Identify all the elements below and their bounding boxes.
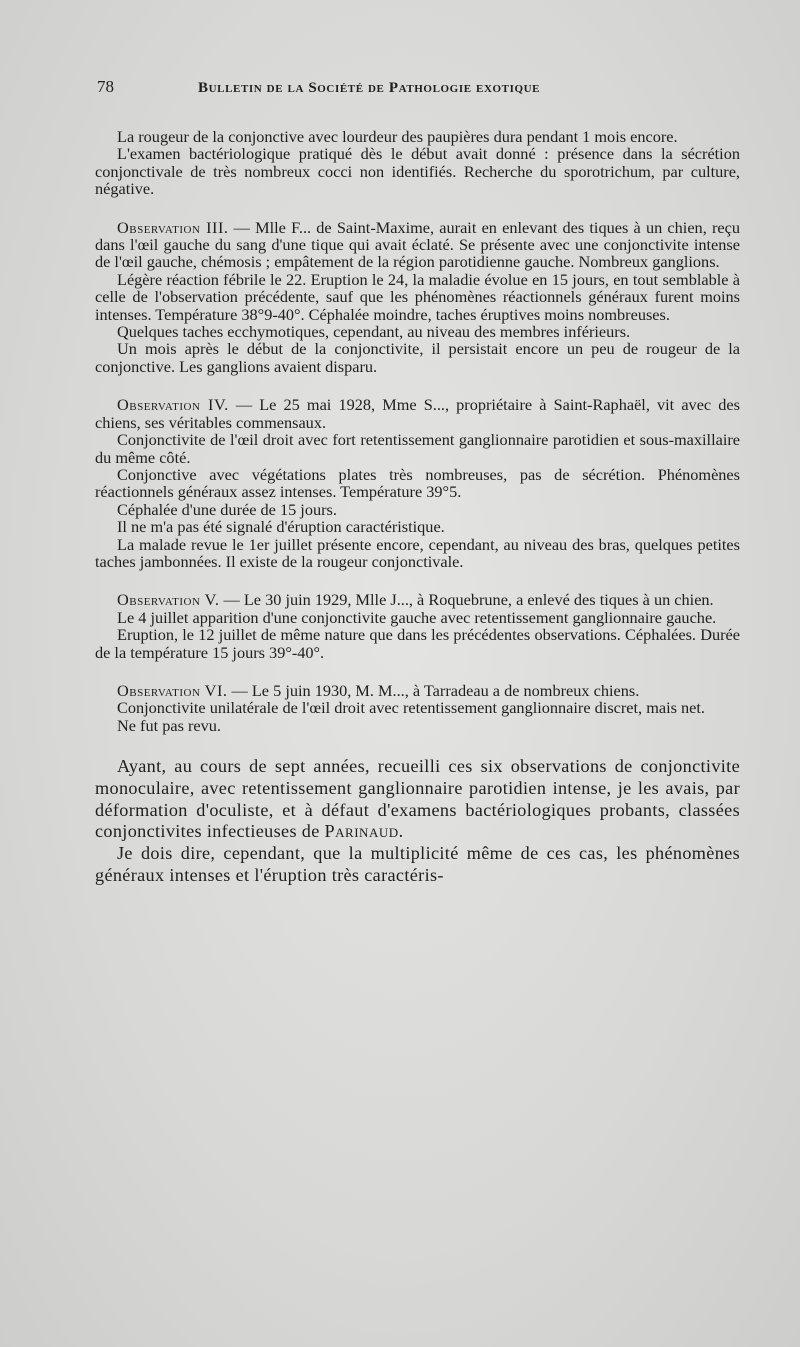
paragraph: Le 4 juillet apparition d'une conjonctivite gauche avec retentissement ganglionnaire gauche. <box>117 607 717 627</box>
paragraph: Conjonctivite unilatérale de l'œil droit avec retentissement ganglionnaire discret, mais net. <box>117 698 705 718</box>
running-header <box>97 77 657 101</box>
paragraph: La malade revue le 1er juillet présente encore, cependant, au niveau des bras, quelques petites taches jambonnées. Il existe de la rougeur conjonctivale. <box>95 534 740 571</box>
observation-text: — Le 30 juin 1929, Mlle J..., à Roquebrune, a enlevé des tiques à un chien. <box>223 590 714 610</box>
observation-5 <box>95 591 740 608</box>
paragraph: Conjonctive avec végétations plates très nombreuses, pas de sécrétion. Phénomènes réactionnels généraux assez intenses. Température 39°5. <box>95 464 740 502</box>
article-body <box>95 128 740 886</box>
paragraph: L'examen bactériologique pratiqué dès le début avait donné : présence dans la sécrétion conjonctivale de très nombreux cocci non identifiés. Recherche du sporotrichum, par culture, négative. <box>95 144 740 199</box>
observation-label: Observation VI. <box>117 680 228 700</box>
page-number: 78 <box>97 77 114 96</box>
paragraph: Eruption, le 12 juillet de même nature que dans les précédentes observations. Céphalées. Durée de la température 15 jours 39°-40°. <box>95 625 740 662</box>
conclusion-text: Ayant, au cours de sept années, recueilli ces six observations de conjonctivite monoculaire, avec retentissement ganglionnaire parotidien intense, je les avais, par déformation d'oculiste, et à défaut d'examens bactériologiques probants, classées conjonctivites infectieuses de <box>95 756 740 842</box>
observation-3 <box>95 219 740 271</box>
observation-label: Observation III. <box>117 217 229 237</box>
paragraph: Quelques taches ecchymotiques, cependant, au niveau des membres inférieurs. <box>117 322 631 342</box>
conclusion-paragraph: Je dois dire, cependant, que la multiplicité même de ces cas, les phénomènes généraux intenses et l'éruption très caractéris- <box>95 843 740 885</box>
author-name: Parinaud. <box>324 821 404 842</box>
observation-text: — Le 25 mai 1928, Mme S..., propriétaire à Saint-Raphaël, vit avec des chiens, ses véritables commensaux. <box>95 395 740 432</box>
paragraph: Conjonctivite de l'œil droit avec fort retentissement ganglionnaire parotidien et sous-maxillaire du même côté. <box>95 430 740 467</box>
observation-6 <box>95 682 740 699</box>
paragraph: Un mois après le début de la conjonctivite, il persistait encore un peu de rougeur de la conjonctive. Les ganglions avaient disparu. <box>95 339 740 376</box>
observation-text: — Mlle F... de Saint-Maxime, aurait en enlevant des tiques à un chien, reçu dans l'œil gauche du sang d'une tique qui avait éclaté. Se présente avec une conjonctivite intense de l'œil gauche, chémosis ; empâtement de la région parotidienne gauche. Nombreux ganglions. <box>95 217 740 272</box>
paragraph: Légère réaction fébrile le 22. Eruption le 24, la maladie évolue en 15 jours, en tout semblable à celle de l'observation précédente, sauf que les phénomènes réactionnels généraux furent moins intenses. Température 38°9-40°. Céphalée moindre, taches éruptives moins nombreuses. <box>95 269 740 324</box>
paragraph: Céphalée d'une durée de 15 jours. <box>117 499 337 519</box>
paragraph: Ne fut pas revu. <box>117 715 221 735</box>
paragraph: La rougeur de la conjonctive avec lourdeur des paupières dura pendant 1 mois encore. <box>117 127 678 146</box>
observation-text: — Le 5 juin 1930, M. M..., à Tarradeau a de nombreux chiens. <box>231 680 640 700</box>
observation-4 <box>95 396 740 431</box>
conclusion-paragraph <box>95 756 740 843</box>
observation-label: Observation V. <box>117 590 220 610</box>
journal-title: Bulletin de la Société de Pathologie exotique <box>198 80 541 96</box>
observation-label: Observation IV. <box>117 395 229 415</box>
paragraph: Il ne m'a pas été signalé d'éruption caractéristique. <box>117 517 445 537</box>
